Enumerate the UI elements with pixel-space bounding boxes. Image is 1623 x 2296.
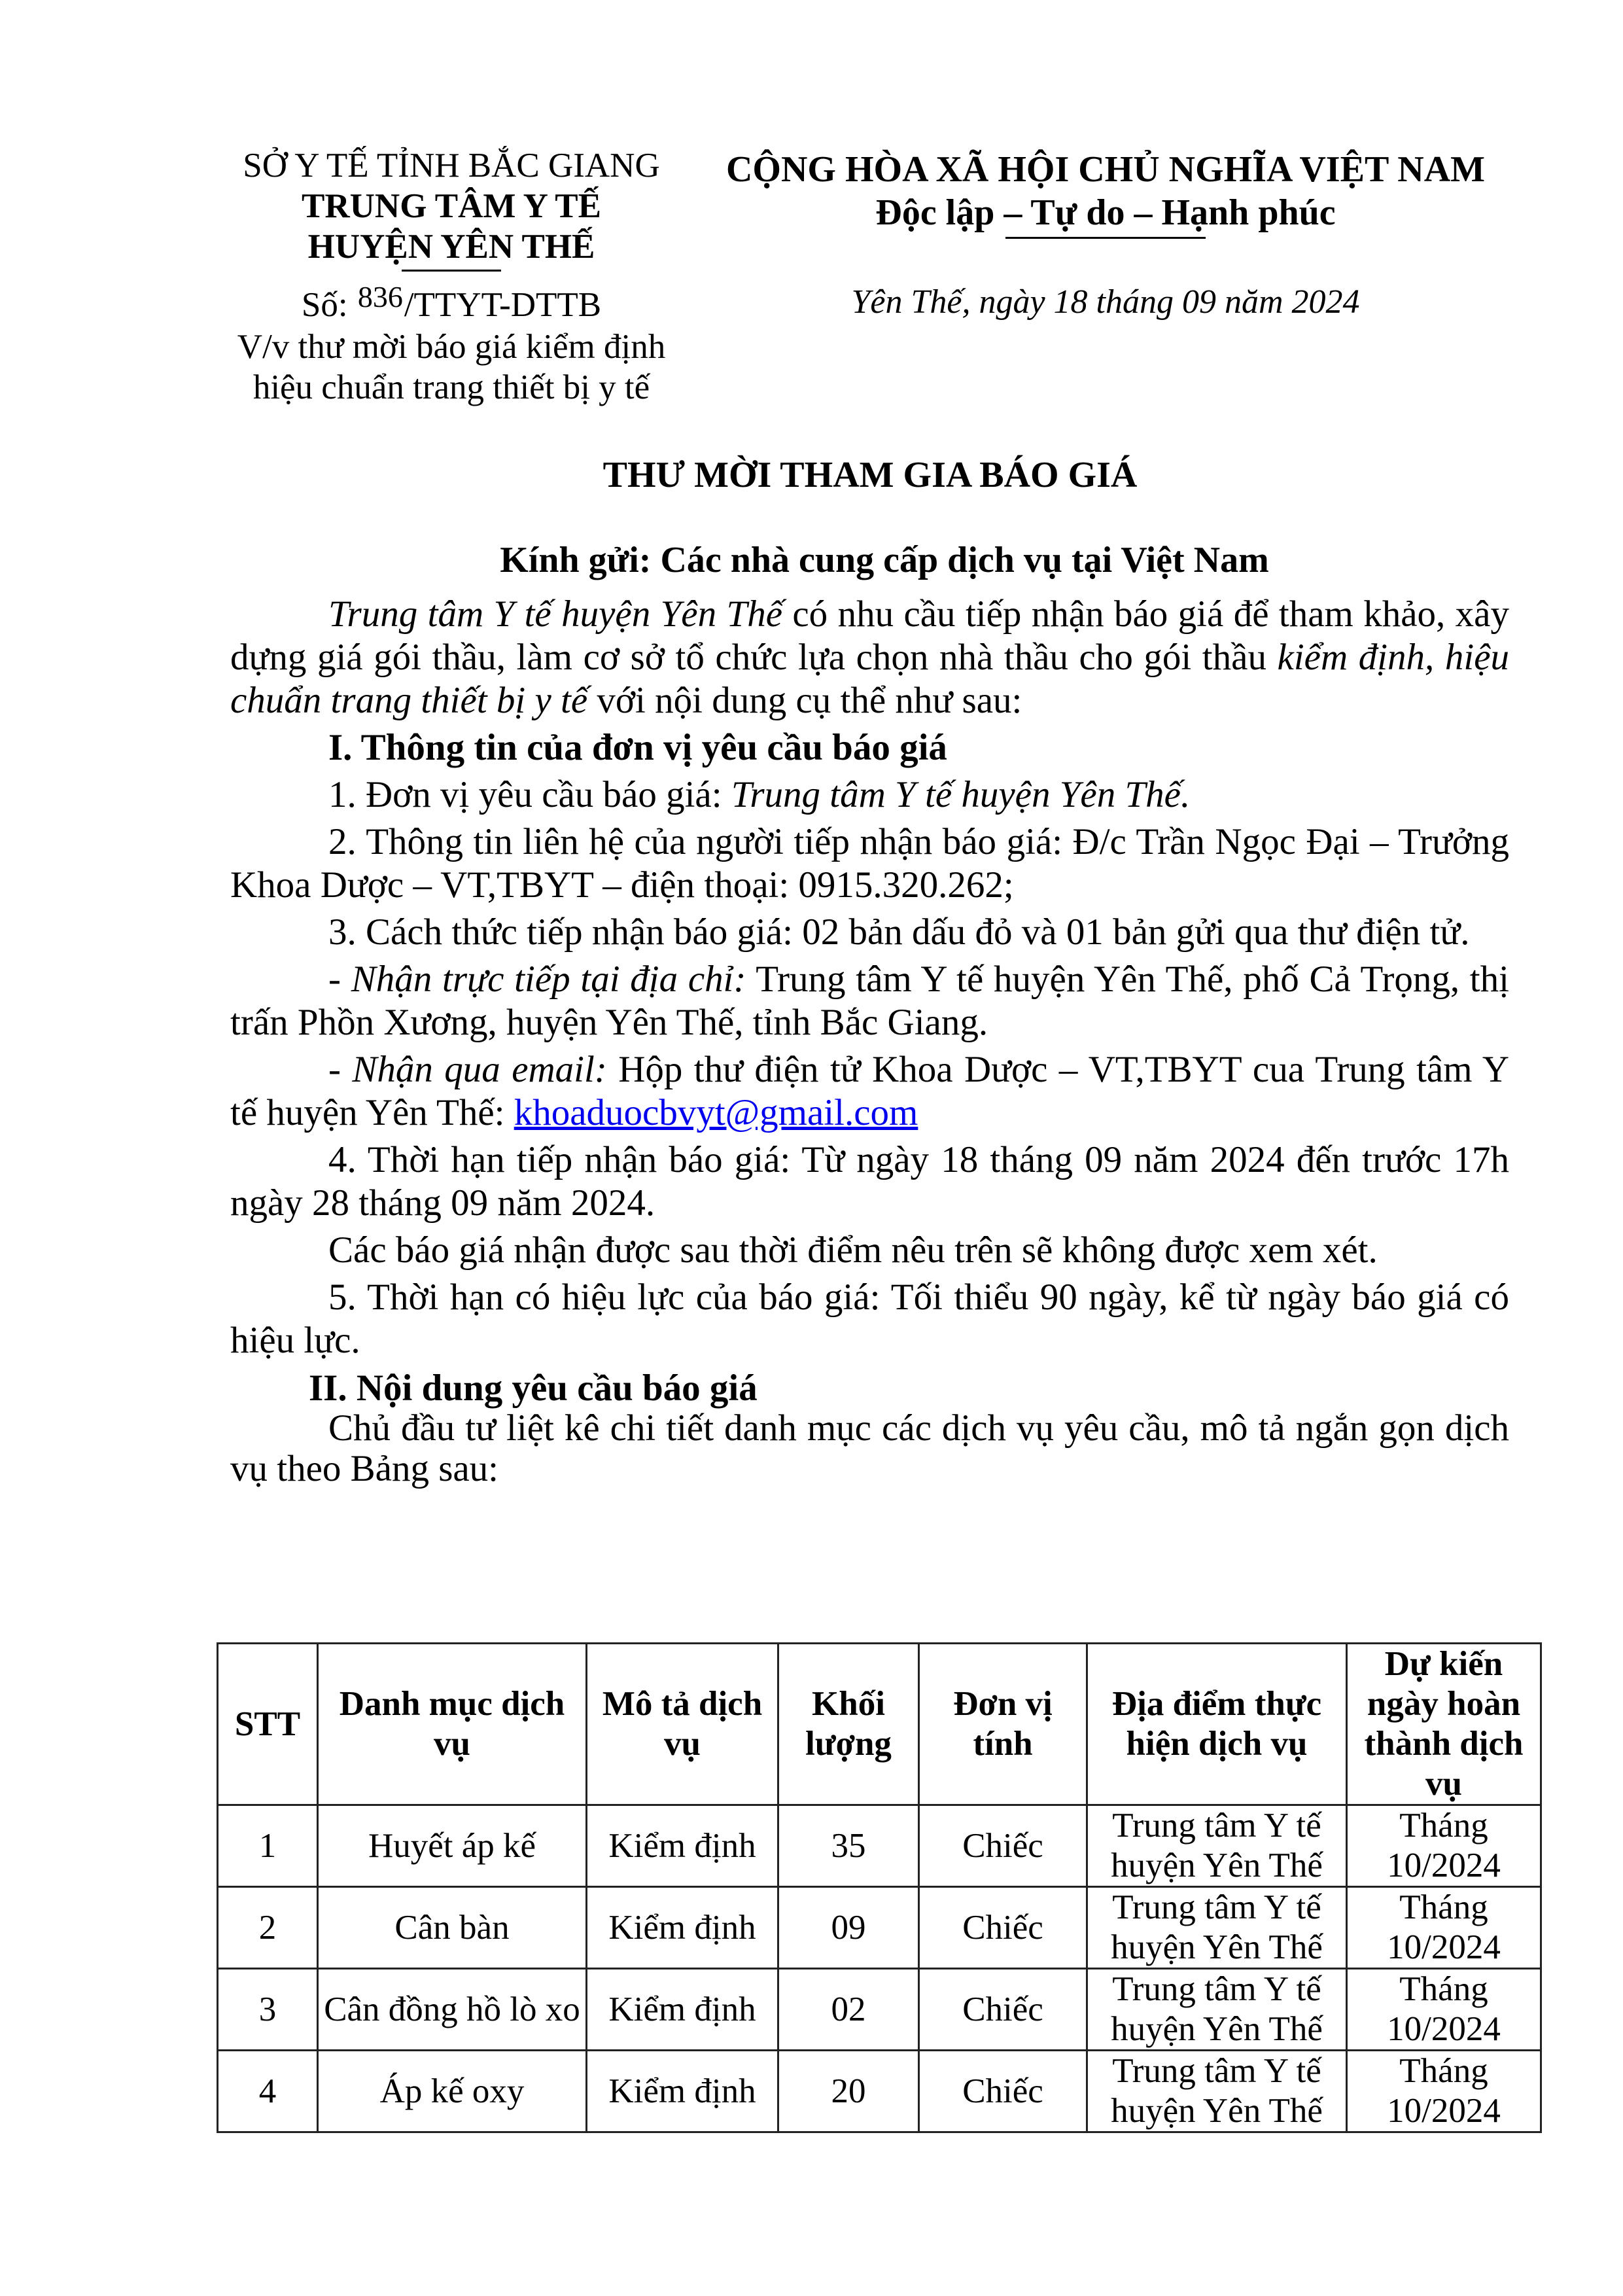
national-motto: Độc lập – Tự do – Hạnh phúc bbox=[875, 192, 1336, 233]
direct-delivery-address: Trung tâm Y tế huyện Yên Thế, phố Cả Trọng, thị trấn Phồn Xương, huyện Yên Thế, tỉnh Bắc Giang. bbox=[230, 959, 1509, 1043]
col-header-completion: Dự kiến ngày hoàn thành dịch vụ bbox=[1347, 1644, 1541, 1805]
section2-heading: II. Nội dung yêu cầu báo giá bbox=[309, 1368, 758, 1409]
table-row bbox=[218, 1969, 1541, 2051]
item1-label: 1. Đơn vị yêu cầu báo giá: bbox=[328, 774, 731, 815]
table-row bbox=[218, 2051, 1541, 2132]
email-delivery-text: Hộp thư điện tử Khoa Dược – VT,TBYT cua Trung tâm Y tế huyện Yên Thế: bbox=[230, 1049, 1509, 1133]
table-row bbox=[218, 1887, 1541, 1969]
cell-service: Áp kế oxy bbox=[318, 2051, 587, 2132]
col-header-stt: STT bbox=[218, 1644, 318, 1805]
intro-paragraph bbox=[230, 593, 1509, 722]
nation-name: CỘNG HÒA XÃ HỘI CHỦ NGHĨA VIỆT NAM bbox=[725, 149, 1486, 190]
issuer-divider bbox=[402, 270, 501, 272]
cell-stt: 3 bbox=[218, 1969, 318, 2051]
cell-stt: 1 bbox=[218, 1805, 318, 1887]
section1-heading: I. Thông tin của đơn vị yêu cầu báo giá bbox=[328, 727, 947, 768]
col-header-quantity: Khối lượng bbox=[778, 1644, 919, 1805]
table-row bbox=[218, 1805, 1541, 1887]
cell-completion: Tháng 10/2024 bbox=[1347, 2051, 1541, 2132]
cell-description: Kiểm định bbox=[587, 1969, 778, 2051]
intro-org: Trung tâm Y tế huyện Yên Thế bbox=[328, 593, 782, 635]
email-delivery bbox=[230, 1048, 1509, 1135]
section1-item4: 4. Thời hạn tiếp nhận báo giá: Từ ngày 18 tháng 09 năm 2024 đến trước 17h ngày 28 tháng 09 năm 2024. bbox=[230, 1139, 1509, 1224]
organization-name-line2: HUYỆN YÊN THẾ bbox=[307, 228, 595, 266]
item1-value: Trung tâm Y tế huyện Yên Thế. bbox=[731, 774, 1191, 815]
cell-description: Kiểm định bbox=[587, 1805, 778, 1887]
direct-delivery-label: - Nhận trực tiếp tại địa chỉ: bbox=[328, 959, 746, 1000]
col-header-description: Mô tả dịch vụ bbox=[587, 1644, 778, 1805]
document-body bbox=[230, 593, 1509, 1489]
issuer-block bbox=[196, 145, 707, 408]
cell-completion: Tháng 10/2024 bbox=[1347, 1887, 1541, 1969]
section1-item3: 3. Cách thức tiếp nhận báo giá: 02 bản dấu đỏ và 01 bản gửi qua thư điện tử. bbox=[328, 911, 1470, 953]
col-header-unit: Đơn vị tính bbox=[919, 1644, 1087, 1805]
recipient-line: Kính gửi: Các nhà cung cấp dịch vụ tại Việt Nam bbox=[500, 540, 1269, 580]
document-subject-line1: V/v thư mời báo giá kiểm định bbox=[237, 328, 666, 366]
cell-location: Trung tâm Y tế huyện Yên Thế bbox=[1087, 2051, 1347, 2132]
document-title: THƯ MỜI THAM GIA BÁO GIÁ bbox=[602, 455, 1138, 495]
cell-location: Trung tâm Y tế huyện Yên Thế bbox=[1087, 1887, 1347, 1969]
cell-location: Trung tâm Y tế huyện Yên Thế bbox=[1087, 1969, 1347, 2051]
cell-description: Kiểm định bbox=[587, 2051, 778, 2132]
national-header bbox=[720, 148, 1492, 239]
cell-quantity: 35 bbox=[778, 1805, 919, 1887]
cell-stt: 4 bbox=[218, 2051, 318, 2132]
document-number-suffix: /TTYT-DTTB bbox=[404, 286, 602, 324]
document-number-value: 836 bbox=[357, 280, 403, 313]
organization-name-line1: TRUNG TÂM Y TẾ bbox=[302, 187, 601, 225]
table-header-row bbox=[218, 1644, 1541, 1805]
section1-item2: 2. Thông tin liên hệ của người tiếp nhận báo giá: Đ/c Trần Ngọc Đại – Trưởng Khoa Dược – VT,TBYT – điện thoại: 0915.320.262; bbox=[230, 821, 1509, 906]
document-subject-line2: hiệu chuẩn trang thiết bị y tế bbox=[253, 368, 650, 406]
cell-unit: Chiếc bbox=[919, 1887, 1087, 1969]
cell-location: Trung tâm Y tế huyện Yên Thế bbox=[1087, 1805, 1347, 1887]
late-quote-note: Các báo giá nhận được sau thời điểm nêu trên sẽ không được xem xét. bbox=[328, 1229, 1378, 1271]
place-and-date: Yên Thế, ngày 18 tháng 09 năm 2024 bbox=[851, 283, 1360, 321]
motto-divider bbox=[1005, 237, 1206, 239]
intro-package: kiểm định, hiệu chuẩn trang thiết bị y tế bbox=[230, 637, 1509, 721]
cell-unit: Chiếc bbox=[919, 2051, 1087, 2132]
cell-unit: Chiếc bbox=[919, 1805, 1087, 1887]
service-table bbox=[217, 1642, 1542, 2133]
email-link[interactable]: khoaduocbvyt@gmail.com bbox=[514, 1092, 918, 1133]
cell-quantity: 02 bbox=[778, 1969, 919, 2051]
section1-item5: 5. Thời hạn có hiệu lực của báo giá: Tối thiểu 90 ngày, kể từ ngày báo giá có hiệu lực. bbox=[230, 1277, 1509, 1361]
section1-item1 bbox=[230, 773, 1509, 817]
cell-quantity: 09 bbox=[778, 1887, 919, 1969]
department-name: SỞ Y TẾ TỈNH BẮC GIANG bbox=[243, 147, 660, 185]
direct-delivery bbox=[230, 958, 1509, 1044]
document-number-prefix: Số: bbox=[301, 286, 348, 324]
cell-service: Cân bàn bbox=[318, 1887, 587, 1969]
col-header-location: Địa điểm thực hiện dịch vụ bbox=[1087, 1644, 1347, 1805]
cell-unit: Chiếc bbox=[919, 1969, 1087, 2051]
cell-service: Huyết áp kế bbox=[318, 1805, 587, 1887]
cell-quantity: 20 bbox=[778, 2051, 919, 2132]
cell-completion: Tháng 10/2024 bbox=[1347, 1805, 1541, 1887]
section2-intro: Chủ đầu tư liệt kê chi tiết danh mục các dịch vụ yêu cầu, mô tả ngắn gọn dịch vụ theo Bảng sau: bbox=[230, 1407, 1509, 1489]
intro-text2: với nội dung cụ thể như sau: bbox=[587, 680, 1022, 721]
cell-stt: 2 bbox=[218, 1887, 318, 1969]
cell-description: Kiểm định bbox=[587, 1887, 778, 1969]
intro-text1: có nhu cầu tiếp nhận báo giá để tham khảo, xây dựng giá gói thầu, làm cơ sở tổ chức lựa chọn nhà thầu cho gói thầu bbox=[230, 593, 1509, 678]
cell-completion: Tháng 10/2024 bbox=[1347, 1969, 1541, 2051]
cell-service: Cân đồng hồ lò xo bbox=[318, 1969, 587, 2051]
col-header-service: Danh mục dịch vụ bbox=[318, 1644, 587, 1805]
email-delivery-label: - Nhận qua email: bbox=[328, 1049, 607, 1090]
document-number bbox=[196, 280, 707, 327]
